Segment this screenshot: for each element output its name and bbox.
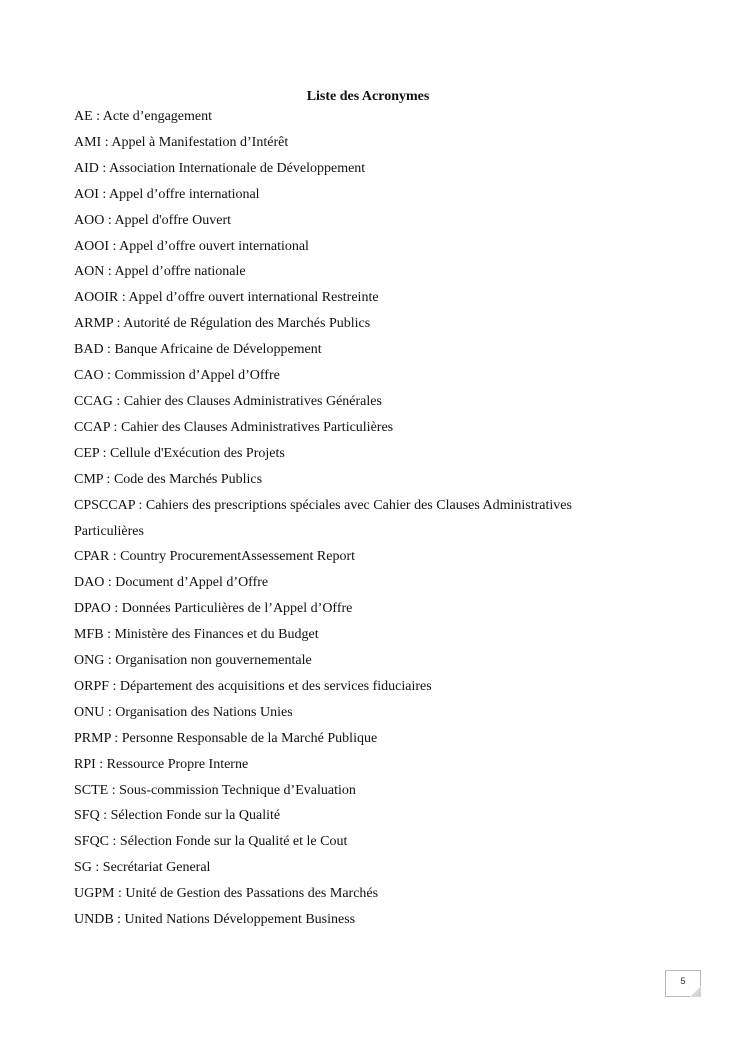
acronym-entry: CMP : Code des Marchés Publics <box>74 471 263 487</box>
acronym-entry: SFQ : Sélection Fonde sur la Qualité <box>74 808 281 824</box>
acronym-entry: PRMP : Personne Responsable de la Marché Publique <box>74 730 378 746</box>
acronym-entry: AMI : Appel à Manifestation d’Intérêt <box>74 134 289 150</box>
acronym-list <box>74 104 634 933</box>
page-title: Liste des Acronymes <box>306 89 430 104</box>
acronym-entry: CPSCCAP : Cahiers des prescriptions spéciales avec Cahier des Clauses Administratives Particulières <box>74 497 572 539</box>
acronym-entry: CPAR : Country ProcurementAssessement Report <box>74 549 356 565</box>
acronym-entry: CEP : Cellule d'Exécution des Projets <box>74 445 285 461</box>
acronym-entry: DPAO : Données Particulières de l’Appel d’Offre <box>74 601 353 617</box>
acronym-entry: ARMP : Autorité de Régulation des Marchés Publics <box>74 316 371 332</box>
acronym-entry: CCAP : Cahier des Clauses Administratives Particulières <box>74 419 394 435</box>
acronym-entry: AOOIR : Appel d’offre ouvert international Restreinte <box>74 290 379 306</box>
acronym-entry: SG : Secrétariat General <box>74 860 211 876</box>
acronym-entry: RPI : Ressource Propre Interne <box>74 756 249 772</box>
acronym-entry: AON : Appel d’offre nationale <box>74 264 246 280</box>
acronym-entry: ONG : Organisation non gouvernementale <box>74 653 312 669</box>
acronym-entry: AOO : Appel d'offre Ouvert <box>74 212 232 228</box>
acronym-entry: CCAG : Cahier des Clauses Administratives Générales <box>74 393 382 409</box>
acronym-entry: UGPM : Unité de Gestion des Passations des Marchés <box>74 886 379 902</box>
acronym-entry: BAD : Banque Africaine de Développement <box>74 342 322 358</box>
acronym-entry: AE : Acte d’engagement <box>74 109 213 124</box>
acronym-entry: AID : Association Internationale de Développement <box>74 160 366 176</box>
acronym-entry: AOOI : Appel d’offre ouvert international <box>74 238 309 254</box>
acronym-entry: CAO : Commission d’Appel d’Offre <box>74 368 280 384</box>
page-number: 5 <box>680 976 686 986</box>
acronym-entry: AOI : Appel d’offre international <box>74 186 260 202</box>
acronym-entry: ORPF : Département des acquisitions et des services fiduciaires <box>74 678 432 694</box>
acronym-entry: DAO : Document d’Appel d’Offre <box>74 575 269 591</box>
acronym-entry: UNDB : United Nations Développement Business <box>74 912 356 928</box>
acronym-entry: MFB : Ministère des Finances et du Budget <box>74 627 319 643</box>
page-fold-icon <box>690 986 701 997</box>
acronym-entry: SCTE : Sous-commission Technique d’Evaluation <box>74 782 356 798</box>
acronym-entry: SFQC : Sélection Fonde sur la Qualité et le Cout <box>74 834 348 850</box>
acronym-entry: ONU : Organisation des Nations Unies <box>74 704 293 720</box>
